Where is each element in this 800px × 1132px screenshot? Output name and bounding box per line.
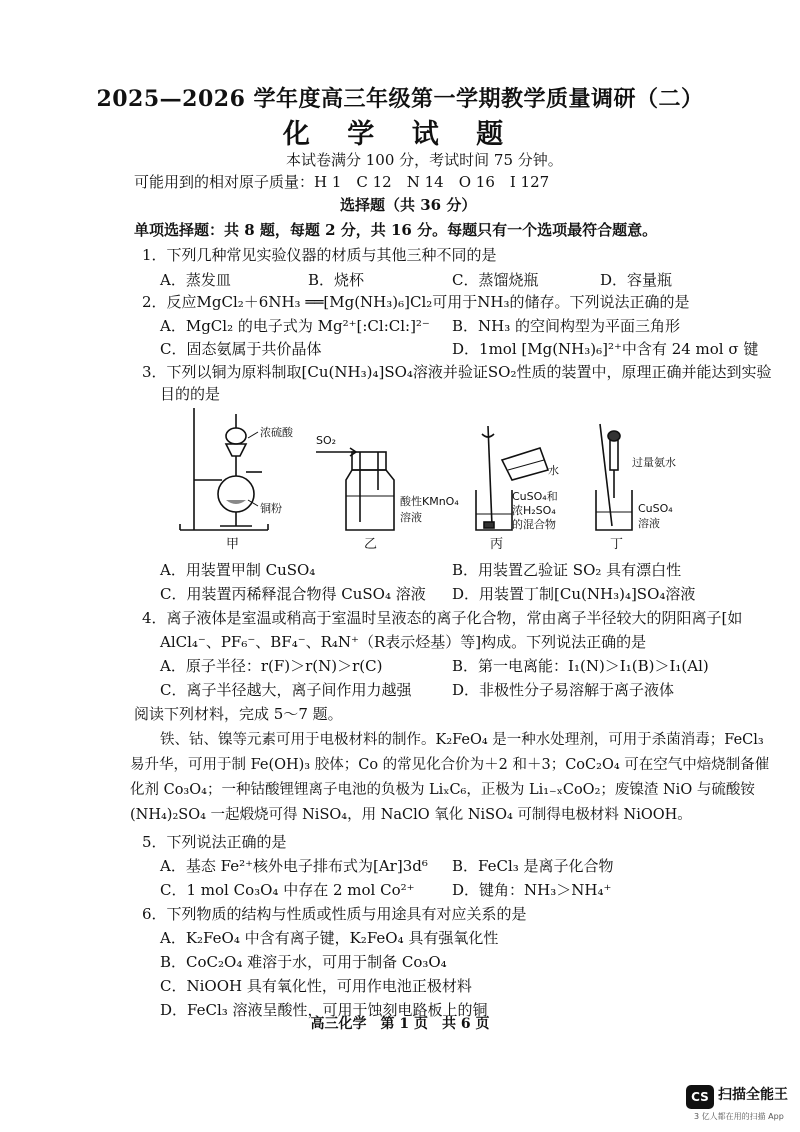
- q2-option-d: D．1mol [Mg(NH₃)₆]²⁺中含有 24 mol σ 键: [452, 340, 759, 358]
- page-footer: 高三化学 第 1 页 共 6 页: [310, 1016, 490, 1032]
- label-bing: 丙: [490, 537, 504, 552]
- q3-option-a: A．用装置甲制 CuSO₄: [160, 561, 316, 579]
- q4-stem-cont: AlCl₄⁻、PF₆⁻、BF₄⁻、R₄N⁺（R表示烃基）等]构成。下列说法正确的是: [160, 633, 647, 651]
- label-conc-acid: 浓硫酸: [260, 426, 293, 439]
- q2-option-a: A．MgCl₂ 的电子式为 Mg²⁺[:Cl:Cl:]²⁻: [160, 317, 430, 335]
- label-kmno4-line1: 酸性KMnO₄: [400, 495, 459, 508]
- q4-stem: 4．离子液体是室温或稍高于室温时呈液态的离子化合物，常由离子半径较大的阴阳离子[如: [142, 609, 743, 627]
- q3-option-c: C．用装置丙稀释混合物得 CuSO₄ 溶液: [160, 585, 426, 603]
- q2-stem: 2．反应MgCl₂＋6NH₃ ══[Mg(NH₃)₆]Cl₂可用于NH₃的储存。下列说法正确的是: [142, 293, 690, 311]
- label-water: 水: [548, 464, 559, 477]
- q3-option-b: B．用装置乙验证 SO₂ 具有漂白性: [452, 561, 682, 579]
- q6-stem: 6．下列物质的结构与性质或性质与用途具有对应关系的是: [142, 905, 527, 923]
- q5-option-a: A．基态 Fe²⁺核外电子排布式为[Ar]3d⁶: [160, 857, 428, 875]
- instructions: 单项选择题：共 8 题，每题 2 分，共 16 分。每题只有一个选项最符合题意。: [134, 221, 658, 239]
- reading-intro: 阅读下列材料，完成 5～7 题。: [134, 705, 343, 723]
- q6-option-d: D．FeCl₃ 溶液呈酸性，可用于蚀刻电路板上的铜: [160, 1001, 488, 1019]
- exam-title: 2025—2026 学年度高三年级第一学期教学质量调研（二）: [96, 86, 704, 112]
- label-mix-line2: 浓H₂SO₄: [512, 504, 556, 517]
- q4-option-b: B．第一电离能：I₁(N)＞I₁(B)＞I₁(Al): [452, 657, 709, 675]
- apparatus-yi: [316, 448, 394, 530]
- label-cuso4-line1: CuSO₄: [638, 502, 673, 515]
- label-kmno4-line2: 溶液: [400, 511, 422, 524]
- scanner-tagline: 3 亿人都在用的扫描 App: [694, 1112, 784, 1121]
- subject-title: 化 学 试 题: [282, 119, 518, 150]
- q1-option-a: A．蒸发皿: [160, 271, 231, 289]
- label-mix-line1: CuSO₄和: [512, 490, 558, 503]
- q1-option-d: D．容量瓶: [600, 271, 673, 289]
- q6-option-b: B．CoC₂O₄ 难溶于水，可用于制备 Co₃O₄: [160, 953, 447, 971]
- atomic-masses: 可能用到的相对原子质量：H 1 C 12 N 14 O 16 I 127: [134, 173, 550, 191]
- q5-option-b: B．FeCl₃ 是离子化合物: [452, 857, 614, 875]
- label-ding: 丁: [610, 537, 624, 552]
- q1-stem: 1．下列几种常见实验仪器的材质与其他三种不同的是: [142, 246, 497, 264]
- q5-option-d: D．键角：NH₃＞NH₄⁺: [452, 881, 612, 899]
- q5-stem: 5．下列说法正确的是: [142, 833, 287, 851]
- section-title: 选择题（共 36 分）: [340, 196, 477, 214]
- scanner-logo-icon: CS: [686, 1085, 714, 1109]
- apparatus-jia: [180, 408, 268, 530]
- reading-passage: 铁、钴、镍等元素可用于电极材料的制作。K₂FeO₄ 是一种水处理剂，可用于杀菌消毒；FeCl₃ 易升华，可用于制 Fe(OH)₃ 胶体；Co 的常见化合价为＋2 和＋3；CoC₂O₄ 可在空气中焙烧制备催化剂 Co₃O₄；一种钴酸锂锂离子电池的负极为 LiₓC₆，正极为 Li₁₋ₓCoO₂；废镍渣 NiO 与硫酸铵(NH₄)₂SO₄ 一起煅烧可得 NiSO₄，用 NaClO 氧化 NiSO₄ 可制得电极材料 NiOOH。: [130, 732, 770, 823]
- q3-stem: 3．下列以铜为原料制取[Cu(NH₃)₄]SO₄溶液并验证SO₂性质的装置中，原理正确并能达到实验: [142, 363, 772, 381]
- q4-option-c: C．离子半径越大，离子间作用力越强: [160, 681, 412, 699]
- label-copper: 铜粉: [260, 502, 282, 515]
- q6-option-c: C．NiOOH 具有氧化性，可用作电池正极材料: [160, 977, 472, 995]
- label-so2: SO₂: [316, 434, 337, 447]
- apparatus-ding: [596, 424, 632, 530]
- scanner-app-name: 扫描全能王: [718, 1087, 788, 1103]
- q2-option-b: B．NH₃ 的空间构型为平面三角形: [452, 317, 681, 335]
- q5-option-c: C．1 mol Co₃O₄ 中存在 2 mol Co²⁺: [160, 881, 415, 899]
- q4-option-a: A．原子半径：r(F)＞r(N)＞r(C): [160, 657, 383, 675]
- q3-stem-cont: 目的的是: [160, 385, 221, 403]
- label-yi: 乙: [364, 537, 378, 552]
- q1-option-b: B．烧杯: [308, 271, 365, 289]
- exam-info: 本试卷满分 100 分，考试时间 75 分钟。: [286, 151, 563, 169]
- q2-option-c: C．固态氨属于共价晶体: [160, 340, 322, 358]
- q4-option-d: D．非极性分子易溶解于离子液体: [452, 681, 675, 699]
- q3-option-d: D．用装置丁制[Cu(NH₃)₄]SO₄溶液: [452, 585, 696, 603]
- q1-option-c: C．蒸馏烧瓶: [452, 271, 539, 289]
- label-jia: 甲: [226, 537, 240, 552]
- label-mix-line3: 的混合物: [512, 518, 556, 531]
- label-cuso4-line2: 溶液: [638, 517, 660, 530]
- label-ammonia: 过量氨水: [632, 456, 676, 469]
- q6-option-a: A．K₂FeO₄ 中含有离子键，K₂FeO₄ 具有强氧化性: [160, 929, 499, 947]
